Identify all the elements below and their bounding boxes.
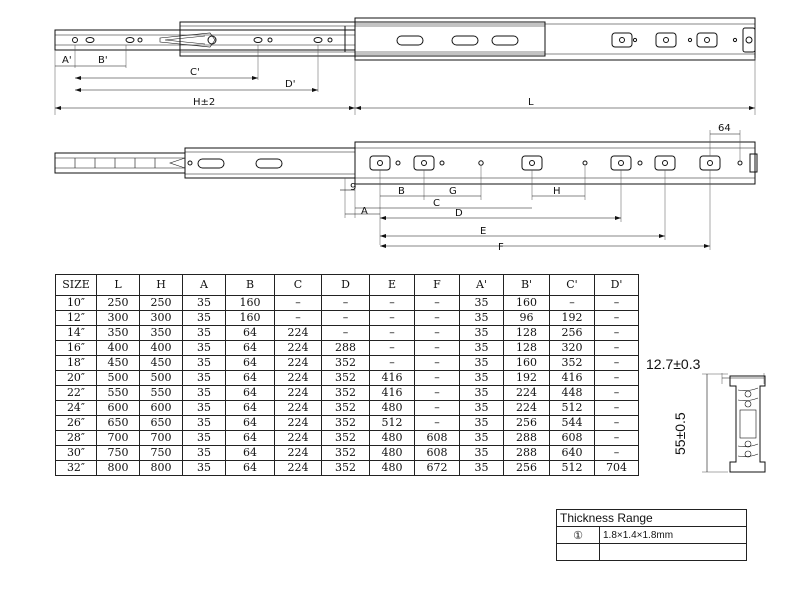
table-cell: 600 xyxy=(140,401,183,416)
table-cell: 650 xyxy=(140,416,183,431)
bottom-view-drawing xyxy=(55,123,757,253)
table-cell: 480 xyxy=(370,401,415,416)
table-cell: 416 xyxy=(370,371,415,386)
table-cell: 480 xyxy=(370,431,415,446)
table-cell: 608 xyxy=(415,446,460,461)
table-cell: 160 xyxy=(504,296,550,311)
table-cell: – xyxy=(595,416,639,431)
table-cell: 800 xyxy=(140,461,183,476)
top-view-drawing xyxy=(55,18,755,115)
table-cell: – xyxy=(370,296,415,311)
table-cell: – xyxy=(415,311,460,326)
table-cell: 30″ xyxy=(56,446,97,461)
table-cell: 35 xyxy=(460,431,504,446)
thickness-item-value: 1.8×1.4×1.8mm xyxy=(600,527,747,544)
table-row xyxy=(56,326,639,341)
dim-label-d: D xyxy=(455,208,463,219)
table-cell: 160 xyxy=(504,356,550,371)
table-cell: 672 xyxy=(415,461,460,476)
table-cell: 608 xyxy=(550,431,595,446)
table-cell: 700 xyxy=(140,431,183,446)
table-cell: 35 xyxy=(460,386,504,401)
table-cell: – xyxy=(415,326,460,341)
spec-table-body xyxy=(56,296,639,476)
table-cell: 64 xyxy=(226,371,275,386)
table-cell: 448 xyxy=(550,386,595,401)
table-cell: – xyxy=(595,386,639,401)
table-cell: 288 xyxy=(504,446,550,461)
table-cell: 28″ xyxy=(56,431,97,446)
profile-height-label: 55±0.5 xyxy=(672,412,688,455)
table-cell: 352 xyxy=(322,431,370,446)
dim-label-d-prime: D' xyxy=(285,79,296,90)
col-header-a-prime: A' xyxy=(460,275,504,296)
table-cell: 35 xyxy=(183,356,226,371)
col-header-b: B xyxy=(226,275,275,296)
table-cell: 224 xyxy=(504,401,550,416)
thickness-item-symbol: ① xyxy=(557,527,600,544)
profile-section-drawing xyxy=(702,373,765,472)
col-header-f: F xyxy=(415,275,460,296)
table-cell: 224 xyxy=(275,416,322,431)
table-row xyxy=(56,386,639,401)
table-cell: 64 xyxy=(226,401,275,416)
table-cell: 450 xyxy=(140,356,183,371)
table-cell: 64 xyxy=(226,446,275,461)
table-cell: 224 xyxy=(275,386,322,401)
table-cell: – xyxy=(415,341,460,356)
table-cell: 35 xyxy=(460,311,504,326)
table-cell: 400 xyxy=(97,341,140,356)
table-cell: 192 xyxy=(504,371,550,386)
table-cell: 35 xyxy=(183,431,226,446)
table-cell: 480 xyxy=(370,461,415,476)
table-cell: 64 xyxy=(226,326,275,341)
table-cell: 320 xyxy=(550,341,595,356)
table-cell: – xyxy=(595,371,639,386)
table-cell: 750 xyxy=(97,446,140,461)
dim-label-h-bottom: H xyxy=(553,186,561,197)
table-cell: – xyxy=(370,356,415,371)
table-cell: 650 xyxy=(97,416,140,431)
table-cell: 800 xyxy=(97,461,140,476)
table-cell: 35 xyxy=(183,311,226,326)
table-row xyxy=(56,371,639,386)
table-cell: 35 xyxy=(460,356,504,371)
dim-label-b: B xyxy=(398,186,405,197)
table-cell: 288 xyxy=(322,341,370,356)
table-cell: – xyxy=(322,296,370,311)
table-cell: 224 xyxy=(275,431,322,446)
table-cell: 288 xyxy=(504,431,550,446)
table-cell: 350 xyxy=(97,326,140,341)
table-cell: 35 xyxy=(183,416,226,431)
table-cell: 224 xyxy=(275,446,322,461)
table-cell: 64 xyxy=(226,341,275,356)
table-cell: – xyxy=(322,326,370,341)
table-cell: 35 xyxy=(183,326,226,341)
table-row xyxy=(56,296,639,311)
dim-label-h: H±2 xyxy=(193,97,216,108)
table-cell: 400 xyxy=(140,341,183,356)
table-cell: 12″ xyxy=(56,311,97,326)
table-cell: – xyxy=(370,326,415,341)
table-cell: 352 xyxy=(322,371,370,386)
dim-label-c: C xyxy=(433,198,440,209)
table-cell: 750 xyxy=(140,446,183,461)
table-cell: 35 xyxy=(460,416,504,431)
table-cell: – xyxy=(415,296,460,311)
table-cell: 96 xyxy=(504,311,550,326)
col-header-size: SIZE xyxy=(56,275,97,296)
table-row xyxy=(56,341,639,356)
dim-label-e: E xyxy=(480,226,487,237)
col-header-h: H xyxy=(140,275,183,296)
table-cell: 500 xyxy=(140,371,183,386)
table-cell: 500 xyxy=(97,371,140,386)
table-cell: 352 xyxy=(322,416,370,431)
table-row xyxy=(56,431,639,446)
thickness-table xyxy=(556,509,747,561)
table-cell: 512 xyxy=(550,461,595,476)
table-cell: 224 xyxy=(275,461,322,476)
table-cell: 352 xyxy=(322,386,370,401)
col-header-d: D xyxy=(322,275,370,296)
table-cell: 22″ xyxy=(56,386,97,401)
table-cell: 224 xyxy=(275,326,322,341)
table-cell: – xyxy=(370,341,415,356)
table-cell: 300 xyxy=(97,311,140,326)
table-row xyxy=(56,416,639,431)
table-cell: 224 xyxy=(275,356,322,371)
col-header-c: C xyxy=(275,275,322,296)
table-cell: 64 xyxy=(226,416,275,431)
table-cell: 24″ xyxy=(56,401,97,416)
table-cell: 35 xyxy=(183,386,226,401)
table-cell: – xyxy=(595,401,639,416)
table-cell: 160 xyxy=(226,311,275,326)
dim-label-9: 9 xyxy=(350,182,357,193)
table-cell: – xyxy=(595,341,639,356)
table-cell: 224 xyxy=(504,386,550,401)
table-cell: 160 xyxy=(226,296,275,311)
table-cell: 64 xyxy=(226,386,275,401)
table-cell: 35 xyxy=(460,371,504,386)
col-header-l: L xyxy=(97,275,140,296)
table-cell: 35 xyxy=(183,296,226,311)
table-row xyxy=(56,356,639,371)
table-cell: 64 xyxy=(226,356,275,371)
table-cell: 704 xyxy=(595,461,639,476)
dim-label-c-prime: C' xyxy=(190,67,200,78)
table-cell: 35 xyxy=(460,341,504,356)
table-row xyxy=(56,446,639,461)
thickness-table-title: Thickness Range xyxy=(557,510,747,527)
table-cell: – xyxy=(322,311,370,326)
table-cell: – xyxy=(595,326,639,341)
dim-label-b-prime: B' xyxy=(98,55,108,66)
table-cell: – xyxy=(415,356,460,371)
table-cell: 35 xyxy=(183,371,226,386)
table-cell: 256 xyxy=(504,416,550,431)
table-cell: 544 xyxy=(550,416,595,431)
table-cell: – xyxy=(595,446,639,461)
thickness-empty-cell xyxy=(600,544,747,561)
table-cell: 128 xyxy=(504,341,550,356)
table-cell: – xyxy=(415,416,460,431)
table-row xyxy=(56,461,639,476)
table-cell: 550 xyxy=(97,386,140,401)
col-header-d-prime: D' xyxy=(595,275,639,296)
table-cell: 350 xyxy=(140,326,183,341)
dim-label-64: 64 xyxy=(718,123,731,134)
table-cell: 128 xyxy=(504,326,550,341)
table-cell: 224 xyxy=(275,371,322,386)
table-cell: 64 xyxy=(226,431,275,446)
dim-label-g: G xyxy=(449,186,457,197)
table-cell: 35 xyxy=(183,341,226,356)
table-cell: – xyxy=(595,431,639,446)
table-cell: – xyxy=(595,356,639,371)
dim-label-l: L xyxy=(528,97,534,108)
col-header-a: A xyxy=(183,275,226,296)
table-cell: – xyxy=(550,296,595,311)
table-cell: 26″ xyxy=(56,416,97,431)
table-cell: – xyxy=(275,311,322,326)
table-cell: 608 xyxy=(415,431,460,446)
table-cell: 416 xyxy=(370,386,415,401)
table-cell: – xyxy=(595,311,639,326)
table-cell: 35 xyxy=(460,296,504,311)
table-cell: 20″ xyxy=(56,371,97,386)
table-cell: 250 xyxy=(97,296,140,311)
col-header-c-prime: C' xyxy=(550,275,595,296)
table-cell: – xyxy=(415,401,460,416)
profile-width-label: 12.7±0.3 xyxy=(646,356,701,372)
dim-label-a: A xyxy=(361,206,368,217)
table-cell: 600 xyxy=(97,401,140,416)
table-cell: 352 xyxy=(322,461,370,476)
table-cell: – xyxy=(415,371,460,386)
table-cell: 35 xyxy=(460,326,504,341)
table-cell: 352 xyxy=(322,446,370,461)
thickness-empty-cell xyxy=(557,544,600,561)
table-cell: 35 xyxy=(183,446,226,461)
table-cell: – xyxy=(595,296,639,311)
table-cell: 512 xyxy=(550,401,595,416)
table-cell: – xyxy=(415,386,460,401)
table-cell: 64 xyxy=(226,461,275,476)
table-cell: 35 xyxy=(183,401,226,416)
table-cell: 14″ xyxy=(56,326,97,341)
table-cell: 256 xyxy=(550,326,595,341)
table-cell: 35 xyxy=(460,461,504,476)
table-cell: 352 xyxy=(322,356,370,371)
spec-table xyxy=(55,274,639,476)
table-row xyxy=(56,311,639,326)
table-cell: 416 xyxy=(550,371,595,386)
table-cell: 10″ xyxy=(56,296,97,311)
table-cell: 16″ xyxy=(56,341,97,356)
table-cell: 550 xyxy=(140,386,183,401)
table-cell: 250 xyxy=(140,296,183,311)
table-cell: 480 xyxy=(370,446,415,461)
table-cell: 224 xyxy=(275,341,322,356)
spec-table-header-row xyxy=(56,275,639,296)
table-cell: 35 xyxy=(460,401,504,416)
table-cell: 192 xyxy=(550,311,595,326)
dim-label-a-prime: A' xyxy=(62,55,72,66)
table-cell: 352 xyxy=(550,356,595,371)
table-cell: 450 xyxy=(97,356,140,371)
table-cell: – xyxy=(370,311,415,326)
table-cell: 18″ xyxy=(56,356,97,371)
table-row xyxy=(56,401,639,416)
table-cell: 35 xyxy=(460,446,504,461)
table-cell: 352 xyxy=(322,401,370,416)
table-cell: 32″ xyxy=(56,461,97,476)
table-cell: 300 xyxy=(140,311,183,326)
table-cell: 700 xyxy=(97,431,140,446)
dim-label-f: F xyxy=(498,242,504,253)
table-cell: – xyxy=(275,296,322,311)
table-cell: 512 xyxy=(370,416,415,431)
col-header-e: E xyxy=(370,275,415,296)
table-cell: 35 xyxy=(183,461,226,476)
table-cell: 640 xyxy=(550,446,595,461)
col-header-b-prime: B' xyxy=(504,275,550,296)
table-cell: 256 xyxy=(504,461,550,476)
table-cell: 224 xyxy=(275,401,322,416)
